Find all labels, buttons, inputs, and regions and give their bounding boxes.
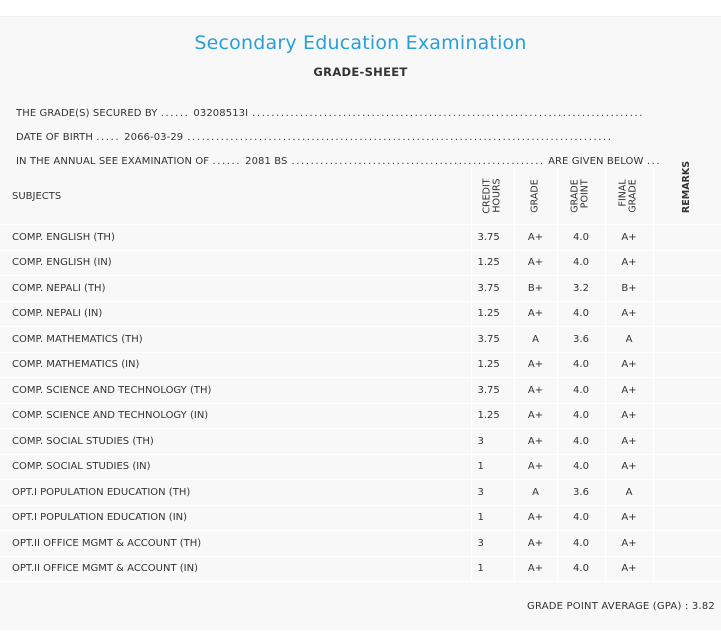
remarks-cell	[653, 505, 721, 531]
table-row	[0, 454, 721, 480]
exam-suffix: ARE GIVEN BELOW	[548, 156, 644, 167]
credit-hours-cell: 3	[471, 480, 514, 506]
table-row	[0, 276, 721, 302]
grade-cell: A+	[514, 403, 557, 429]
grade-point-cell: 4.0	[557, 429, 605, 455]
remarks-header	[653, 160, 721, 225]
credit-hours-cell: 1.25	[471, 403, 514, 429]
table-row	[0, 480, 721, 506]
table-row	[0, 225, 721, 251]
grade-cell: A+	[514, 531, 557, 557]
remarks-cell	[653, 454, 721, 480]
grade-point-cell: 3.6	[557, 327, 605, 353]
subject-cell: COMP. NEPALI (TH)	[0, 276, 471, 302]
final-grade-cell: A	[605, 327, 653, 353]
credit-hours-header	[471, 168, 514, 225]
grade-point-cell: 3.6	[557, 480, 605, 506]
credit-hours-cell: 3	[471, 531, 514, 557]
grade-cell: A+	[514, 225, 557, 251]
subject-cell: OPT.II OFFICE MGMT & ACCOUNT (TH)	[0, 531, 471, 557]
credit-hours-cell: 1.25	[471, 352, 514, 378]
gpa-label: GRADE POINT AVERAGE (GPA) :	[527, 601, 689, 612]
grade-cell: B+	[514, 276, 557, 302]
final-grade-cell: A+	[605, 352, 653, 378]
subject-cell: COMP. SOCIAL STUDIES (IN)	[0, 454, 471, 480]
remarks-cell	[653, 225, 721, 251]
grade-cell: A+	[514, 429, 557, 455]
subject-cell: COMP. SCIENCE AND TECHNOLOGY (TH)	[0, 378, 471, 404]
secured-by-line	[16, 108, 644, 119]
subject-cell: COMP. SOCIAL STUDIES (TH)	[0, 429, 471, 455]
final-grade-cell: A+	[605, 378, 653, 404]
credit-hours-header-text: CREDIT HOURS	[481, 178, 503, 214]
table-row	[0, 505, 721, 531]
grade-cell: A	[514, 480, 557, 506]
remarks-cell	[653, 250, 721, 276]
remarks-cell	[653, 327, 721, 353]
grade-cell: A+	[514, 556, 557, 582]
final-grade-header-text: FINAL GRADE	[618, 179, 639, 213]
credit-hours-cell: 3.75	[471, 327, 514, 353]
final-grade-cell: A+	[605, 301, 653, 327]
remarks-header-text: REMARKS	[680, 160, 692, 214]
final-grade-cell: A+	[605, 454, 653, 480]
grade-point-cell: 4.0	[557, 505, 605, 531]
table-row	[0, 403, 721, 429]
dot-leader: .........................................................................................	[187, 132, 613, 143]
remarks-cell	[653, 556, 721, 582]
secured-by-value: 03208513I	[193, 108, 249, 119]
grade-cell: A+	[514, 301, 557, 327]
exam-title: Secondary Education Examination	[194, 32, 527, 54]
credit-hours-cell: 1	[471, 454, 514, 480]
credit-hours-cell: 1	[471, 505, 514, 531]
table-row	[0, 556, 721, 582]
subject-cell: OPT.II OFFICE MGMT & ACCOUNT (IN)	[0, 556, 471, 582]
dot-leader: .....................................................	[291, 156, 545, 167]
subject-cell: OPT.I POPULATION EDUCATION (TH)	[0, 480, 471, 506]
remarks-cell	[653, 276, 721, 302]
grade-point-cell: 4.0	[557, 301, 605, 327]
final-grade-cell: A+	[605, 225, 653, 251]
table-row	[0, 378, 721, 404]
dot-leader: ...	[646, 156, 662, 167]
grade-header-text: GRADE	[529, 179, 541, 213]
final-grade-cell: A+	[605, 556, 653, 582]
dot-leader: .....	[96, 132, 121, 143]
grade-point-header-text: GRADE POINT	[570, 179, 591, 213]
grade-cell: A+	[514, 505, 557, 531]
subject-cell: OPT.I POPULATION EDUCATION (IN)	[0, 505, 471, 531]
credit-hours-cell: 1.25	[471, 250, 514, 276]
final-grade-cell: A+	[605, 505, 653, 531]
grade-cell: A+	[514, 352, 557, 378]
table-row	[0, 352, 721, 378]
credit-hours-cell: 1	[471, 556, 514, 582]
table-row	[0, 327, 721, 353]
dot-leader: ......	[160, 108, 190, 119]
dob-value: 2066-03-29	[124, 132, 184, 143]
subject-cell: COMP. MATHEMATICS (IN)	[0, 352, 471, 378]
dot-leader: ..................................................................................	[252, 108, 645, 119]
grade-cell: A+	[514, 378, 557, 404]
secured-by-label: THE GRADE(S) SECURED BY	[16, 108, 158, 119]
final-grade-cell: A+	[605, 531, 653, 557]
subjects-header: SUBJECTS	[0, 168, 471, 225]
date-of-birth-line	[16, 132, 613, 143]
subject-cell: COMP. ENGLISH (TH)	[0, 225, 471, 251]
grade-point-header	[557, 168, 605, 225]
final-grade-cell: A+	[605, 250, 653, 276]
grade-sheet-heading: GRADE-SHEET	[313, 65, 408, 79]
exam-label: IN THE ANNUAL SEE EXAMINATION OF	[16, 156, 210, 167]
subject-cell: COMP. ENGLISH (IN)	[0, 250, 471, 276]
subject-cell: COMP. SCIENCE AND TECHNOLOGY (IN)	[0, 403, 471, 429]
remarks-cell	[653, 352, 721, 378]
final-grade-cell: A	[605, 480, 653, 506]
grade-point-cell: 4.0	[557, 403, 605, 429]
credit-hours-cell: 1.25	[471, 301, 514, 327]
remarks-cell	[653, 403, 721, 429]
grade-point-cell: 4.0	[557, 454, 605, 480]
grade-cell: A+	[514, 454, 557, 480]
table-row	[0, 250, 721, 276]
grade-cell: A	[514, 327, 557, 353]
grade-point-cell: 4.0	[557, 378, 605, 404]
credit-hours-cell: 3.75	[471, 225, 514, 251]
table-row	[0, 531, 721, 557]
remarks-cell	[653, 378, 721, 404]
credit-hours-cell: 3.75	[471, 378, 514, 404]
dot-leader: ......	[212, 156, 242, 167]
remarks-cell	[653, 301, 721, 327]
final-grade-cell: A+	[605, 429, 653, 455]
subject-cell: COMP. NEPALI (IN)	[0, 301, 471, 327]
exam-line	[16, 156, 661, 167]
grade-point-cell: 3.2	[557, 276, 605, 302]
credit-hours-cell: 3.75	[471, 276, 514, 302]
table-row	[0, 301, 721, 327]
gpa-value: 3.82	[691, 601, 715, 612]
grade-point-cell: 4.0	[557, 250, 605, 276]
grade-point-cell: 4.0	[557, 556, 605, 582]
dob-label: DATE OF BIRTH	[16, 132, 93, 143]
final-grade-cell: A+	[605, 403, 653, 429]
subject-cell: COMP. MATHEMATICS (TH)	[0, 327, 471, 353]
table-row	[0, 429, 721, 455]
final-grade-header	[605, 168, 653, 225]
grade-cell: A+	[514, 250, 557, 276]
exam-value: 2081 BS	[245, 156, 288, 167]
grade-point-cell: 4.0	[557, 225, 605, 251]
table-header-row	[0, 168, 721, 225]
final-grade-cell: B+	[605, 276, 653, 302]
grade-point-cell: 4.0	[557, 531, 605, 557]
credit-hours-cell: 3	[471, 429, 514, 455]
grade-point-cell: 4.0	[557, 352, 605, 378]
gpa-summary	[527, 601, 715, 612]
grade-header	[514, 168, 557, 225]
remarks-cell	[653, 531, 721, 557]
remarks-cell	[653, 480, 721, 506]
remarks-cell	[653, 429, 721, 455]
